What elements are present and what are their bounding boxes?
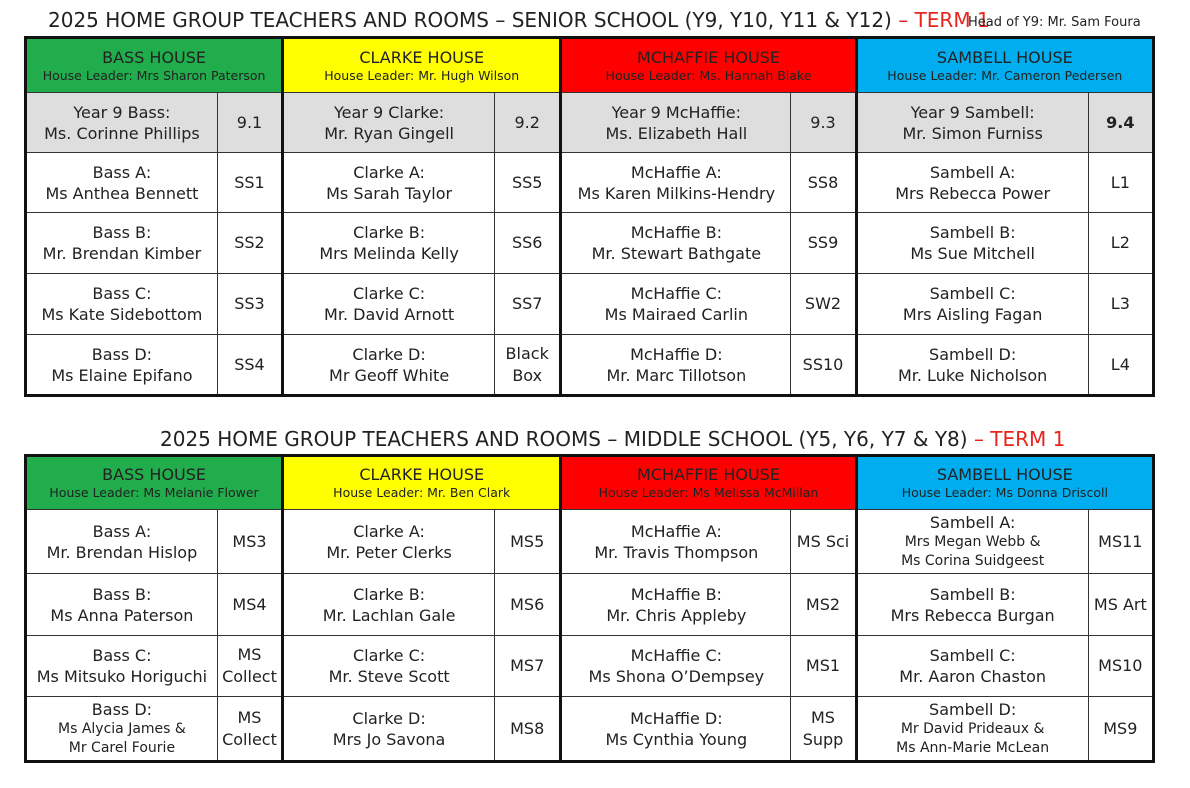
house-leader: House Leader: Ms Melissa McMillan — [598, 485, 819, 500]
home-group-cell — [561, 153, 791, 213]
teacher-name: Ms. Elizabeth Hall — [605, 123, 748, 143]
table-row — [26, 510, 1154, 574]
teacher-name: Mr. Stewart Bathgate — [591, 244, 762, 263]
teacher-name: Mr Geoff White — [329, 365, 450, 385]
house-leader: House Leader: Mr. Cameron Pedersen — [887, 67, 1123, 83]
room-cell: MS7 — [495, 636, 561, 697]
home-group-cell — [26, 636, 218, 697]
home-group-name: Sambell B: — [929, 584, 1016, 604]
middle-house-mchaffie — [561, 456, 856, 510]
teacher-name: Mr. Travis Thompson — [594, 542, 759, 562]
home-group-name: Sambell C: — [929, 284, 1016, 303]
room-cell: MS5 — [495, 510, 561, 574]
teacher-name: Mr. Chris Appleby — [606, 605, 747, 625]
home-group-cell — [283, 274, 495, 335]
room-cell: MS Supp — [791, 697, 856, 762]
house-name: MCHAFFIE HOUSE — [637, 47, 780, 67]
room-cell: MS11 — [1088, 510, 1153, 574]
home-group-cell — [26, 574, 218, 636]
home-group-name: Sambell C: — [929, 646, 1016, 665]
home-group-cell — [856, 93, 1088, 153]
home-group-name: Sambell D: — [929, 700, 1017, 719]
teacher-name: Mr. Ryan Gingell — [324, 123, 454, 143]
senior-house-clarke — [283, 38, 561, 93]
middle-title-main: 2025 HOME GROUP TEACHERS AND ROOMS – MIDDLE SCHOOL (Y5, Y6, Y7 & Y8) — [160, 427, 968, 451]
middle-title-term: – TERM 1 — [967, 427, 1066, 451]
home-group-cell — [283, 93, 495, 153]
room-cell: MS4 — [217, 574, 282, 636]
room-cell: MS Collect — [217, 636, 282, 697]
middle-house-clarke — [283, 456, 561, 510]
room-cell: SW2 — [791, 274, 856, 335]
teacher-name: Ms Mitsuko Horiguchi — [36, 667, 208, 686]
table-row — [26, 93, 1154, 153]
home-group-cell — [561, 697, 791, 762]
teacher-name: Mr. Aaron Chaston — [899, 667, 1047, 686]
table-row — [26, 574, 1154, 636]
head-of-y9: Head of Y9: Mr. Sam Foura — [968, 15, 1141, 30]
room-cell: 9.2 — [495, 93, 561, 153]
senior-house-header-row — [26, 38, 1154, 93]
senior-table — [24, 36, 1155, 397]
house-leader: House Leader: Ms Melanie Flower — [49, 485, 259, 500]
home-group-name: Year 9 Bass: — [73, 102, 171, 122]
house-name: MCHAFFIE HOUSE — [637, 465, 780, 484]
home-group-cell — [561, 510, 791, 574]
teacher-name: Ms Sue Mitchell — [910, 244, 1035, 263]
home-group-cell — [283, 335, 495, 396]
room-cell: MS6 — [495, 574, 561, 636]
teacher-name: Mr. Steve Scott — [328, 667, 450, 686]
room-cell: 9.3 — [791, 93, 856, 153]
home-group-name: Bass D: — [91, 344, 153, 364]
room-cell: 9.4 — [1088, 93, 1153, 153]
home-group-name: Sambell A: — [929, 513, 1016, 532]
home-group-cell — [856, 636, 1088, 697]
teacher-name: Ms Kate Sidebottom — [41, 305, 203, 324]
home-group-cell — [561, 213, 791, 274]
table-row — [26, 697, 1154, 762]
home-group-name: McHaffie C: — [630, 284, 723, 303]
home-group-name: McHaffie B: — [630, 223, 722, 242]
teacher-name: Ms Shona O’Dempsey — [588, 667, 765, 686]
room-cell: MS Collect — [217, 697, 282, 762]
home-group-name: Bass B: — [92, 584, 152, 604]
room-cell: MS Art — [1088, 574, 1153, 636]
home-group-name: McHaffie D: — [630, 344, 723, 364]
teacher-name: Mr. Lachlan Gale — [322, 605, 456, 625]
home-group-cell — [26, 93, 218, 153]
home-group-name: Sambell B: — [929, 223, 1016, 242]
home-group-name: McHaffie B: — [630, 584, 722, 604]
table-row — [26, 274, 1154, 335]
home-group-cell — [283, 153, 495, 213]
table-row — [26, 335, 1154, 396]
middle-house-header-row — [26, 456, 1154, 510]
senior-house-bass — [26, 38, 283, 93]
home-group-cell — [26, 335, 218, 396]
home-group-name: Year 9 McHaffie: — [611, 102, 742, 122]
home-group-cell — [283, 697, 495, 762]
room-cell: MS Sci — [791, 510, 856, 574]
teacher-name: Ms Cynthia Young — [605, 729, 748, 749]
room-cell: SS4 — [217, 335, 282, 396]
room-cell: MS2 — [791, 574, 856, 636]
home-group-cell — [26, 153, 218, 213]
home-group-name: Clarke A: — [353, 521, 425, 541]
room-cell: L1 — [1088, 153, 1153, 213]
room-cell: L3 — [1088, 274, 1153, 335]
home-group-cell — [26, 274, 218, 335]
house-leader: House Leader: Ms. Hannah Blake — [605, 67, 812, 83]
room-cell: SS7 — [495, 274, 561, 335]
teacher-name: Ms Elaine Epifano — [51, 365, 193, 385]
teacher-name: Mr. Simon Furniss — [902, 123, 1043, 143]
home-group-name: Bass C: — [92, 284, 152, 303]
home-group-name: Clarke C: — [352, 646, 426, 665]
home-group-name: Bass C: — [92, 646, 152, 665]
room-cell: SS1 — [217, 153, 282, 213]
room-cell: Black Box — [495, 335, 561, 396]
table-row — [26, 153, 1154, 213]
home-group-name: Clarke C: — [353, 284, 426, 303]
teacher-name: Ms Anna Paterson — [50, 605, 194, 625]
home-group-cell — [856, 153, 1088, 213]
home-group-name: Year 9 Clarke: — [334, 102, 445, 122]
house-name: CLARKE HOUSE — [359, 465, 485, 484]
middle-house-bass — [26, 456, 283, 510]
house-name: CLARKE HOUSE — [359, 47, 485, 67]
home-group-cell — [283, 213, 495, 274]
teacher-name: Mr. Peter Clerks — [326, 542, 452, 562]
room-cell: 9.1 — [217, 93, 282, 153]
teacher-name: Mrs Rebecca Burgan — [890, 605, 1055, 625]
room-cell: SS9 — [791, 213, 856, 274]
room-cell: SS8 — [791, 153, 856, 213]
home-group-cell — [856, 213, 1088, 274]
house-leader: House Leader: Mr. Ben Clark — [333, 485, 511, 500]
teacher-name-2: Mr Carel Fourie — [68, 740, 176, 756]
home-group-cell — [26, 697, 218, 762]
teacher-name: Mr. Brendan Hislop — [46, 542, 198, 562]
home-group-name: Bass A: — [92, 162, 152, 182]
teacher-name-2: Ms Corina Suidgeest — [901, 553, 1045, 569]
home-group-cell — [561, 335, 791, 396]
middle-house-sambell — [856, 456, 1153, 510]
home-group-cell — [856, 574, 1088, 636]
house-name: BASS HOUSE — [102, 47, 207, 67]
home-group-name: Bass D: — [91, 700, 153, 719]
teacher-name: Ms Anthea Bennett — [45, 183, 199, 203]
home-group-cell — [561, 636, 791, 697]
senior-title-main: 2025 HOME GROUP TEACHERS AND ROOMS – SENIOR SCHOOL (Y9, Y10, Y11 & Y12) — [48, 8, 892, 32]
teacher-name: Mr David Prideaux & — [900, 721, 1045, 737]
teacher-name: Mrs Melinda Kelly — [319, 244, 459, 263]
room-cell: SS10 — [791, 335, 856, 396]
home-group-name: Sambell A: — [929, 162, 1016, 182]
teacher-name: Mrs Aisling Fagan — [902, 305, 1043, 324]
room-cell: MS1 — [791, 636, 856, 697]
room-cell: MS3 — [217, 510, 282, 574]
table-row — [26, 213, 1154, 274]
teacher-name: Ms Mairaed Carlin — [604, 305, 749, 324]
home-group-name: Clarke A: — [353, 162, 425, 182]
senior-title-term: – TERM 1 — [891, 8, 990, 32]
home-group-cell — [283, 636, 495, 697]
middle-table — [24, 454, 1155, 763]
room-cell: SS6 — [495, 213, 561, 274]
teacher-name: Ms Alycia James & — [58, 721, 186, 737]
home-group-name: McHaffie A: — [630, 521, 722, 541]
senior-house-mchaffie — [561, 38, 856, 93]
room-cell: MS9 — [1088, 697, 1153, 762]
teacher-name: Ms Karen Milkins-Hendry — [577, 183, 776, 203]
teacher-name: Mrs Jo Savona — [332, 729, 446, 749]
home-group-name: Bass B: — [92, 223, 152, 242]
home-group-cell — [561, 274, 791, 335]
house-leader: House Leader: Mrs Sharon Paterson — [42, 67, 266, 83]
senior-house-sambell — [856, 38, 1153, 93]
teacher-name: Ms Sarah Taylor — [326, 183, 453, 203]
room-cell: SS5 — [495, 153, 561, 213]
home-group-cell — [856, 510, 1088, 574]
teacher-name: Mrs Rebecca Power — [895, 183, 1051, 203]
home-group-cell — [561, 93, 791, 153]
teacher-name: Mr. David Arnott — [324, 305, 455, 324]
home-group-name: McHaffie D: — [630, 708, 723, 728]
house-leader: House Leader: Ms Donna Driscoll — [901, 485, 1108, 500]
teacher-name: Mrs Megan Webb & — [904, 534, 1041, 550]
room-cell: L2 — [1088, 213, 1153, 274]
home-group-name: Year 9 Sambell: — [910, 102, 1035, 122]
house-name: SAMBELL HOUSE — [936, 47, 1073, 67]
middle-title — [160, 427, 1190, 451]
teacher-name: Ms. Corinne Phillips — [44, 123, 200, 143]
room-cell: L4 — [1088, 335, 1153, 396]
home-group-cell — [561, 574, 791, 636]
teacher-name: Mr. Marc Tillotson — [606, 365, 747, 385]
room-cell: SS3 — [217, 274, 282, 335]
room-cell: MS10 — [1088, 636, 1153, 697]
room-cell: SS2 — [217, 213, 282, 274]
teacher-name: Mr. Brendan Kimber — [42, 244, 202, 263]
home-group-name: Clarke D: — [352, 708, 426, 728]
teacher-name: Mr. Luke Nicholson — [897, 365, 1048, 385]
home-group-name: Clarke B: — [353, 584, 426, 604]
home-group-cell — [856, 335, 1088, 396]
table-row — [26, 636, 1154, 697]
home-group-name: Bass A: — [92, 521, 152, 541]
home-group-cell — [26, 510, 218, 574]
house-name: BASS HOUSE — [102, 465, 207, 484]
house-leader: House Leader: Mr. Hugh Wilson — [324, 67, 520, 83]
home-group-cell — [283, 510, 495, 574]
home-group-cell — [856, 274, 1088, 335]
house-name: SAMBELL HOUSE — [936, 465, 1073, 484]
home-group-name: McHaffie A: — [630, 162, 722, 182]
home-group-name: Clarke D: — [352, 344, 426, 364]
home-group-name: Clarke B: — [353, 223, 426, 242]
room-cell: MS8 — [495, 697, 561, 762]
home-group-cell — [283, 574, 495, 636]
home-group-name: McHaffie C: — [630, 646, 723, 665]
home-group-name: Sambell D: — [929, 344, 1017, 364]
home-group-cell — [856, 697, 1088, 762]
home-group-cell — [26, 213, 218, 274]
teacher-name-2: Ms Ann-Marie McLean — [896, 740, 1050, 756]
